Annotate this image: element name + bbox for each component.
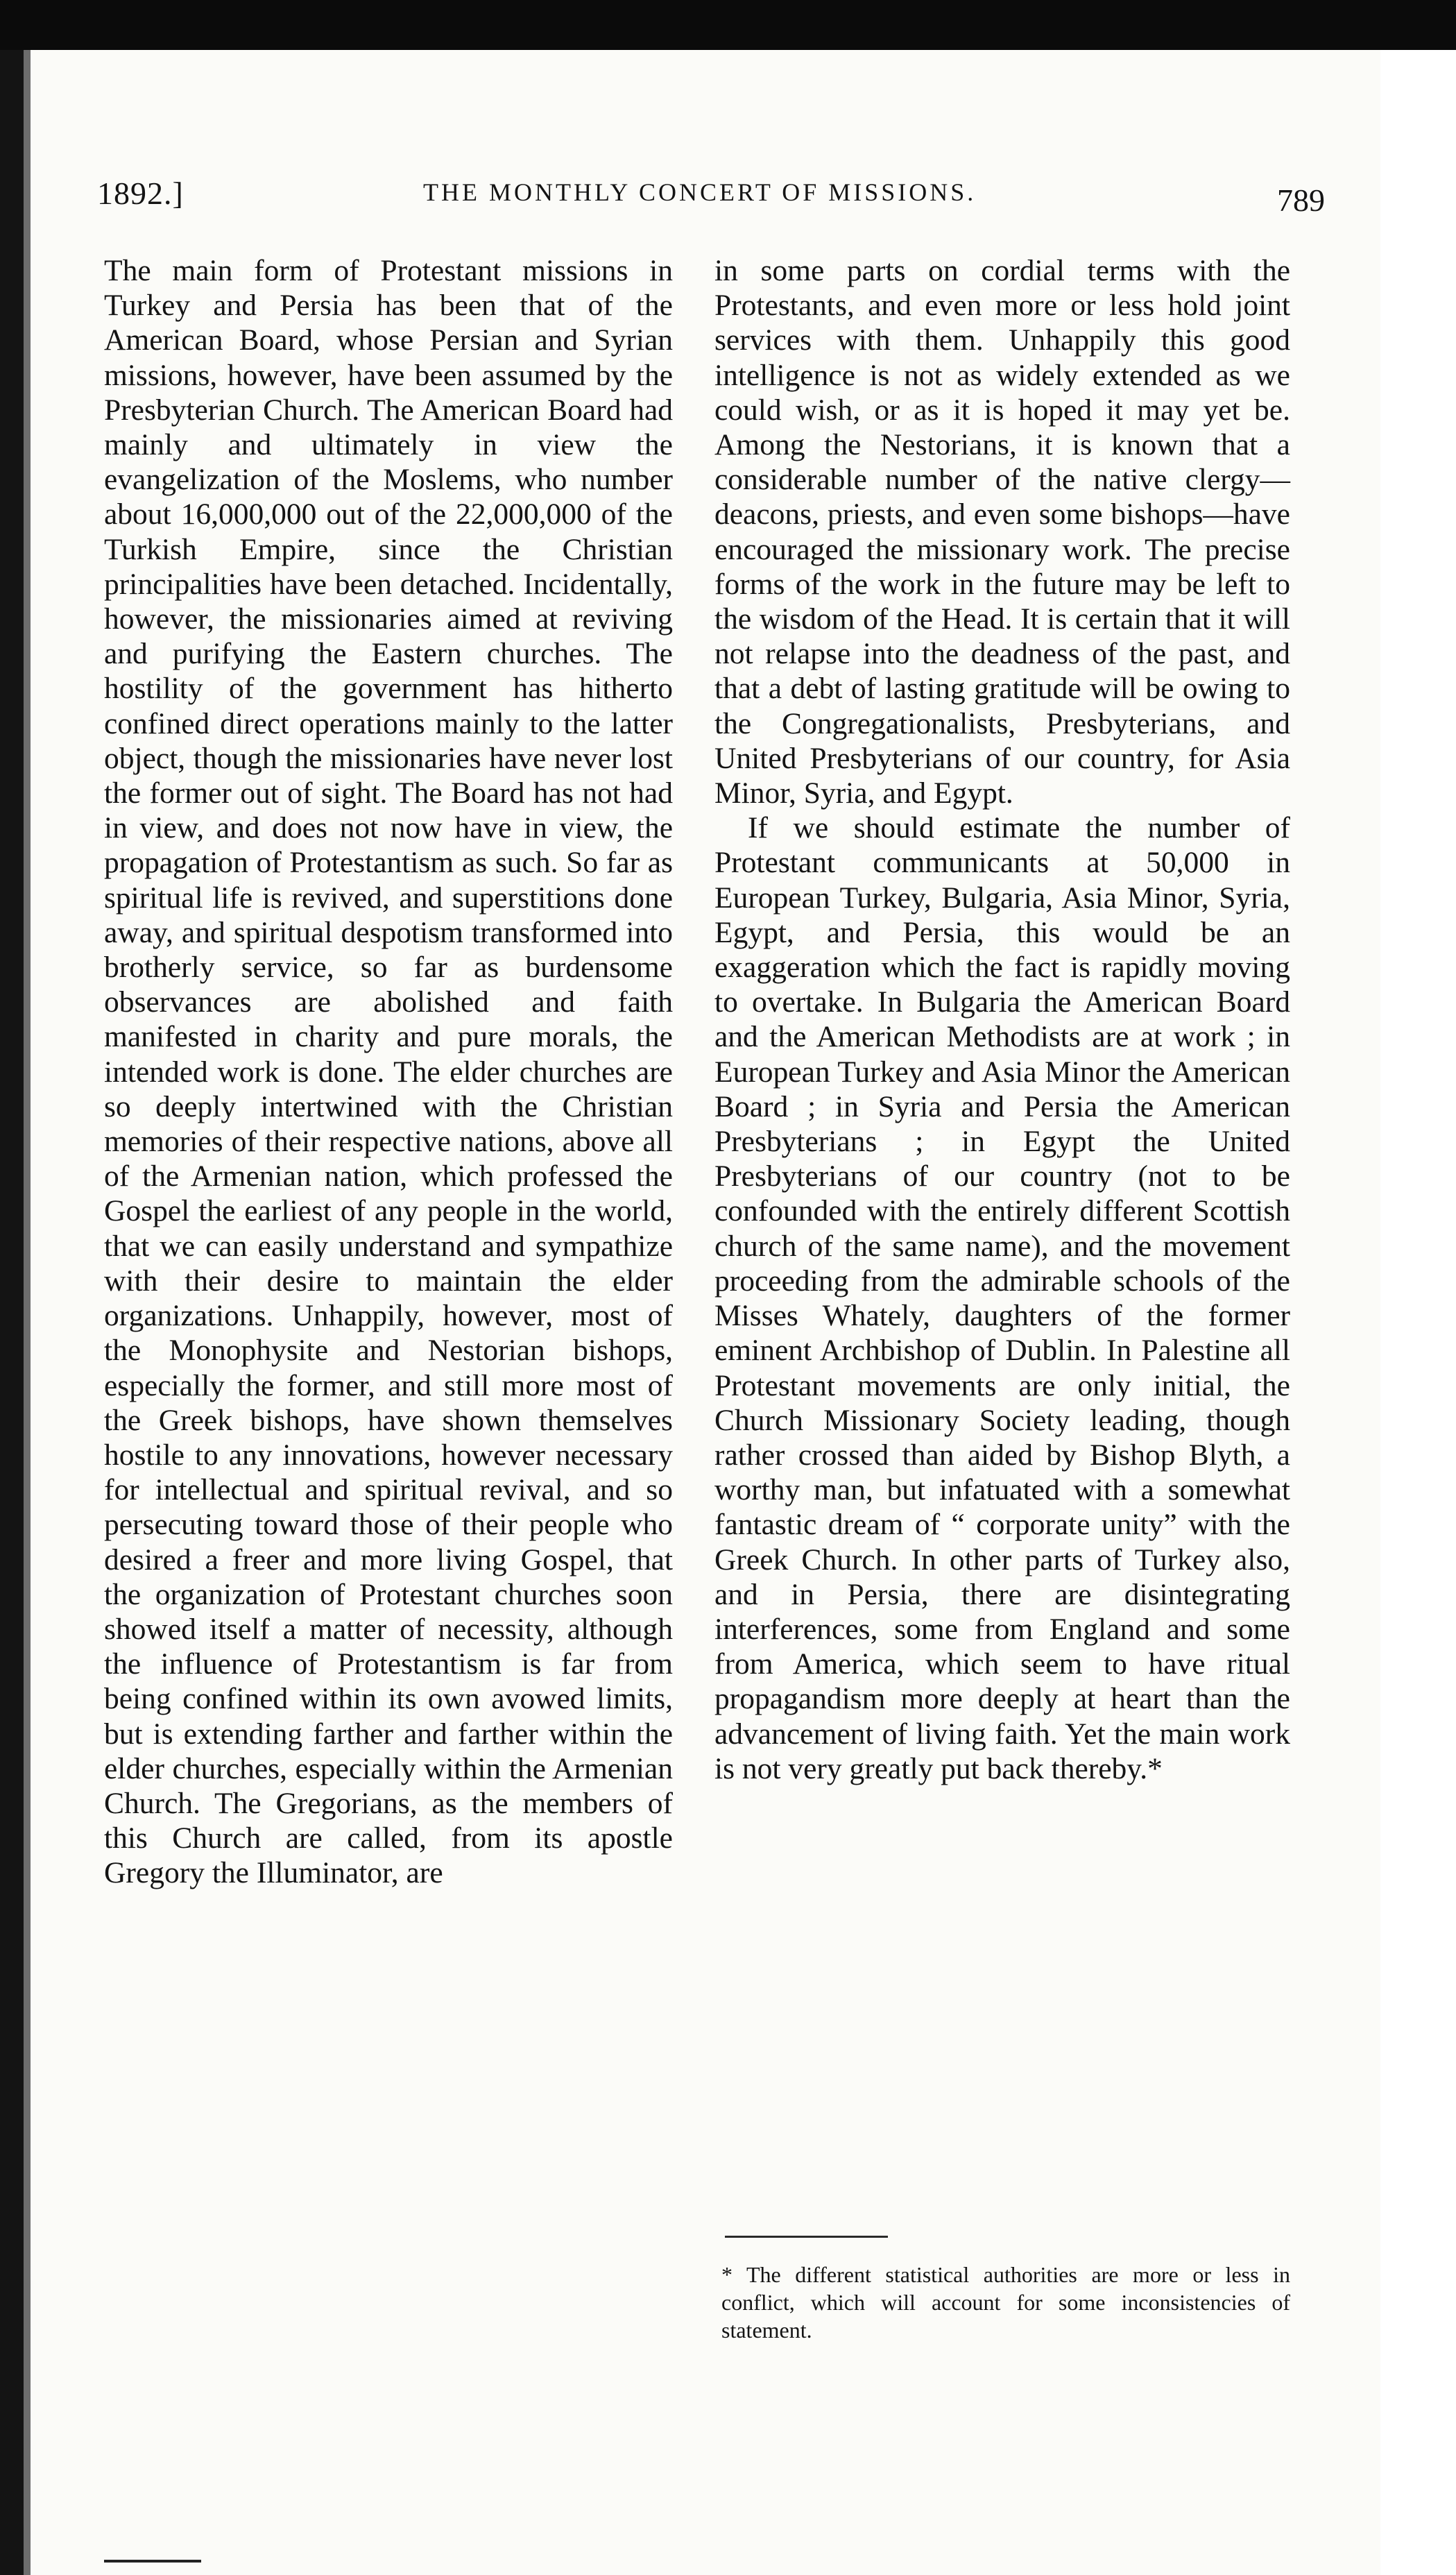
scan-left-border — [0, 50, 24, 2575]
scan-right-margin — [1380, 50, 1456, 2575]
body-paragraph: If we should estimate the number of Protestant communicants at 50,000 in European Turkey, Bulgaria, Asia Minor, Syria, Egypt, and Persia, this would be an exaggeration which the fact is rapidly moving to overtake. In Bulgaria the American Board and the American Methodists are at work ; in European Turkey and Asia Minor the American Board ; in Syria and Persia the American Presbyterians ; in Egypt the United Presbyterians of our country (not to be confounded with the entirely different Scottish church of the same name), and the movement proceeding from the admirable schools of the Misses Whately, daughters of the former eminent Archbishop of Dublin. In Palestine all Protestant movements are only initial, the Church Missionary Society leading, though rather crossed than aided by Bishop Blyth, a worthy man, but infatuated with a somewhat fantastic dream of “ corporate unity” with the Greek Church. In other parts of Turkey also, and in Persia, there are disintegrating interferences, some from England and some from America, which seem to have ritual propagandism more deeply at heart than the advancement of living faith. Yet the main work is not very greatly put back thereby.* — [714, 811, 1290, 1785]
running-head-title: THE MONTHLY CONCERT OF MISSIONS. — [423, 178, 977, 206]
page-gutter-shadow — [24, 50, 31, 2575]
running-head-year: 1892.] — [97, 176, 184, 211]
body-paragraph: The main form of Protestant missions in Turkey and Persia has been that of the American Board, whose Persian and Syrian missions, however, have been assumed by the Presbyterian Church. The American Board had mainly and ultimately in view the evangelization of the Moslems, who number about 16,000,000 out of the 22,000,000 of the Turkish Empire, since the Christian principalities have been detached. Incidentally, however, the missionaries aimed at reviving and purifying the Eastern churches. The hostility of the government has hitherto confined direct operations mainly to the latter object, though the missionaries have never lost the former out of sight. The Board has not had in view, and does not now have in view, the propagation of Protestantism as such. So far as spiritual life is revived, and superstitions done away, and spiritual despotism transformed into brotherly service, so far as burdensome observances are abolished and faith manifested in charity and pure morals, the intended work is done. The elder churches are so deeply intertwined with the Christian memories of their respective nations, above all of the Armenian nation, which professed the Gospel the earliest of any people in the world, that we can easily understand and sympathize with their desire to maintain the elder organizations. Unhappily, however, most of the Monophysite and Nestorian bishops, especially the former, and still more most of the Greek bishops, have shown themselves hostile to any innovations, however necessary for intellectual and spiritual revival, and so persecuting toward those of their people who desired a freer and more living Gospel, that the organization of Protestant churches soon showed itself a matter of necessity, although the influence of Protestantism is far from being confined within its own avowed limits, but is extending farther and farther within the elder churches, especially within the Armenian Church. The Gregorians, as the members of this Church are called, from its apostle Gregory the Illuminator, are — [104, 254, 673, 1890]
page-bottom-mark — [104, 2560, 201, 2563]
running-head — [97, 175, 1325, 223]
left-text-column — [104, 253, 673, 1891]
footnote-rule — [725, 2236, 888, 2238]
body-paragraph-continued: in some parts on cordial terms with the Protestants, and even more or less hold joint services with them. Unhappily this good intelligence is not as widely extended as we could wish, or as it is hoped it may yet be. Among the Nestorians, it is known that a considerable number of the native clergy—deacons, priests, and even some bishops—have encouraged the missionary work. The precise forms of the work in the future may be left to the wisdom of the Head. It is certain that it will not relapse into the deadness of the past, and that a debt of lasting gratitude will be owing to the Congregationalists, Presbyterians, and United Presbyterians of our country, for Asia Minor, Syria, and Egypt. — [714, 254, 1290, 810]
right-text-column — [714, 253, 1290, 1786]
footnote: * The different statistical authorities are more or less in conflict, which will account for some inconsistencies of statement. — [721, 2262, 1290, 2343]
page-number: 789 — [1277, 182, 1325, 218]
